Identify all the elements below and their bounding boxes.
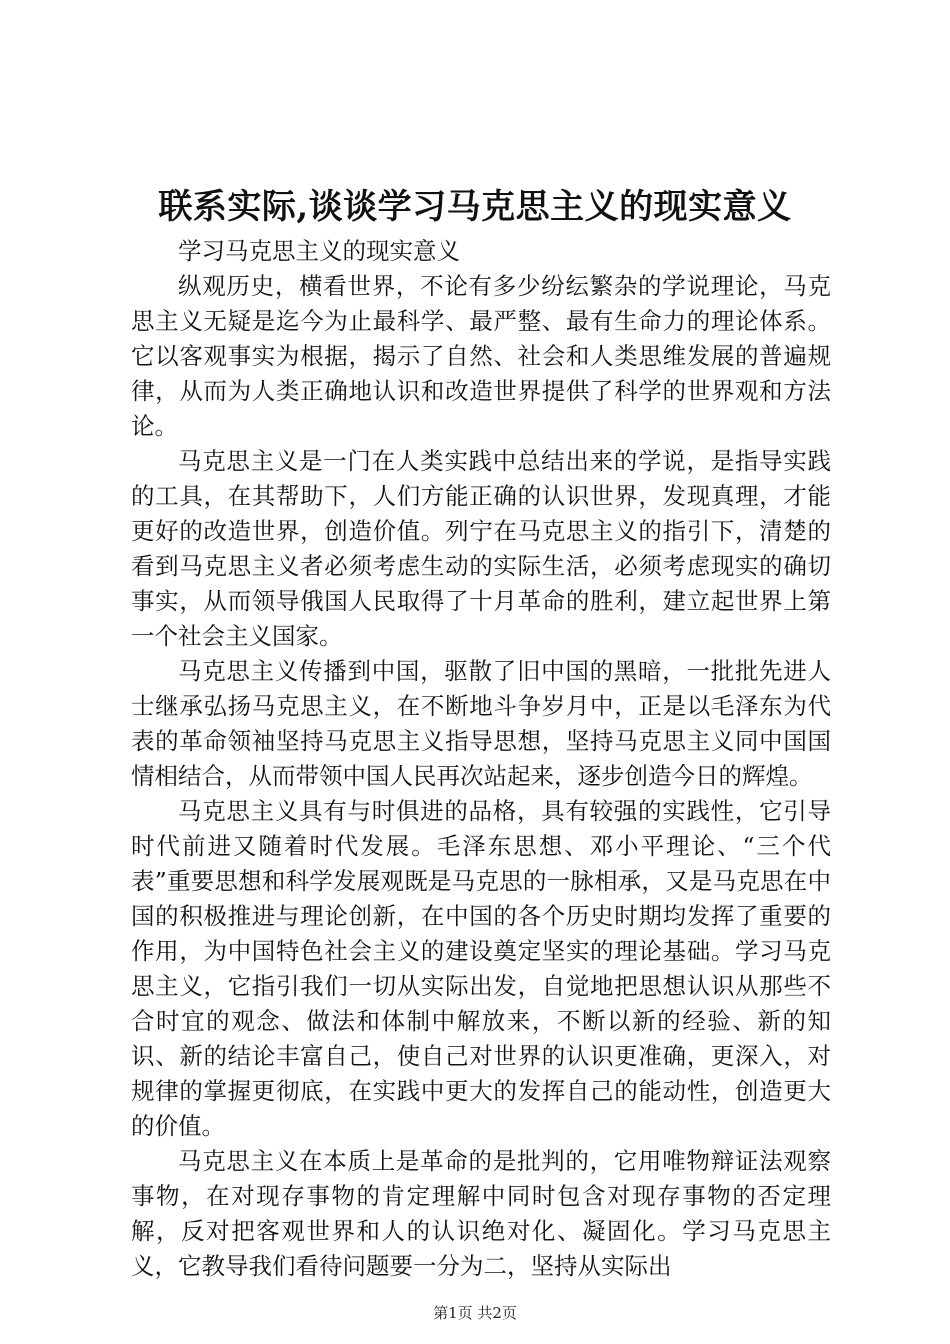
- paragraph: 纵观历史，横看世界，不论有多少纷纭繁杂的学说理论，马克思主义无疑是迄今为止最科学、最严整、最有生命力的理论体系。它以客观事实为根据，揭示了自然、社会和人类思维发展的普遍规律，从而为人类正确地认识和改造世界提供了科学的世界观和方法论。: [131, 272, 831, 440]
- document-subtitle: 学习马克思主义的现实意义: [178, 237, 460, 265]
- paragraph: 马克思主义具有与时俱进的品格，具有较强的实践性，它引导时代前进又随着时代发展。毛泽东思想、邓小平理论、“三个代表”重要思想和科学发展观既是马克思的一脉相承，又是马克思在中国的积极推进与理论创新，在中国的各个历史时期均发挥了重要的作用，为中国特色社会主义的建设奠定坚实的理论基础。学习马克思主义，它指引我们一切从实际出发，自觉地把思想认识从那些不合时宜的观念、做法和体制中解放来，不断以新的经验、新的知识、新的结论丰富自己，使自己对世界的认识更准确，更深入，对规律的掌握更彻底，在实践中更大的发挥自己的能动性，创造更大的价值。: [131, 797, 831, 1140]
- page-number-footer: 第1页 共2页: [433, 1304, 517, 1322]
- document-title: 联系实际,谈谈学习马克思主义的现实意义: [158, 187, 792, 227]
- paragraph: 马克思主义在本质上是革命的是批判的，它用唯物辩证法观察事物，在对现存事物的肯定理解中同时包含对现存事物的否定理解，反对把客观世界和人的认识绝对化、凝固化。学习马克思主义，它教导我们看待问题要一分为二，坚持从实际出: [131, 1147, 831, 1280]
- paragraph: 马克思主义是一门在人类实践中总结出来的学说，是指导实践的工具，在其帮助下，人们方能正确的认识世界，发现真理，才能更好的改造世界，创造价值。列宁在马克思主义的指引下，清楚的看到马克思主义者必须考虑生动的实际生活，必须考虑现实的确切事实，从而领导俄国人民取得了十月革命的胜利，建立起世界上第一个社会主义国家。: [131, 447, 831, 650]
- document-body: [131, 234, 831, 1284]
- paragraph: 马克思主义传播到中国，驱散了旧中国的黑暗，一批批先进人士继承弘扬马克思主义，在不断地斗争岁月中，正是以毛泽东为代表的革命领袖坚持马克思主义指导思想，坚持马克思主义同中国国情相结合，从而带领中国人民再次站起来，逐步创造今日的辉煌。: [131, 657, 831, 790]
